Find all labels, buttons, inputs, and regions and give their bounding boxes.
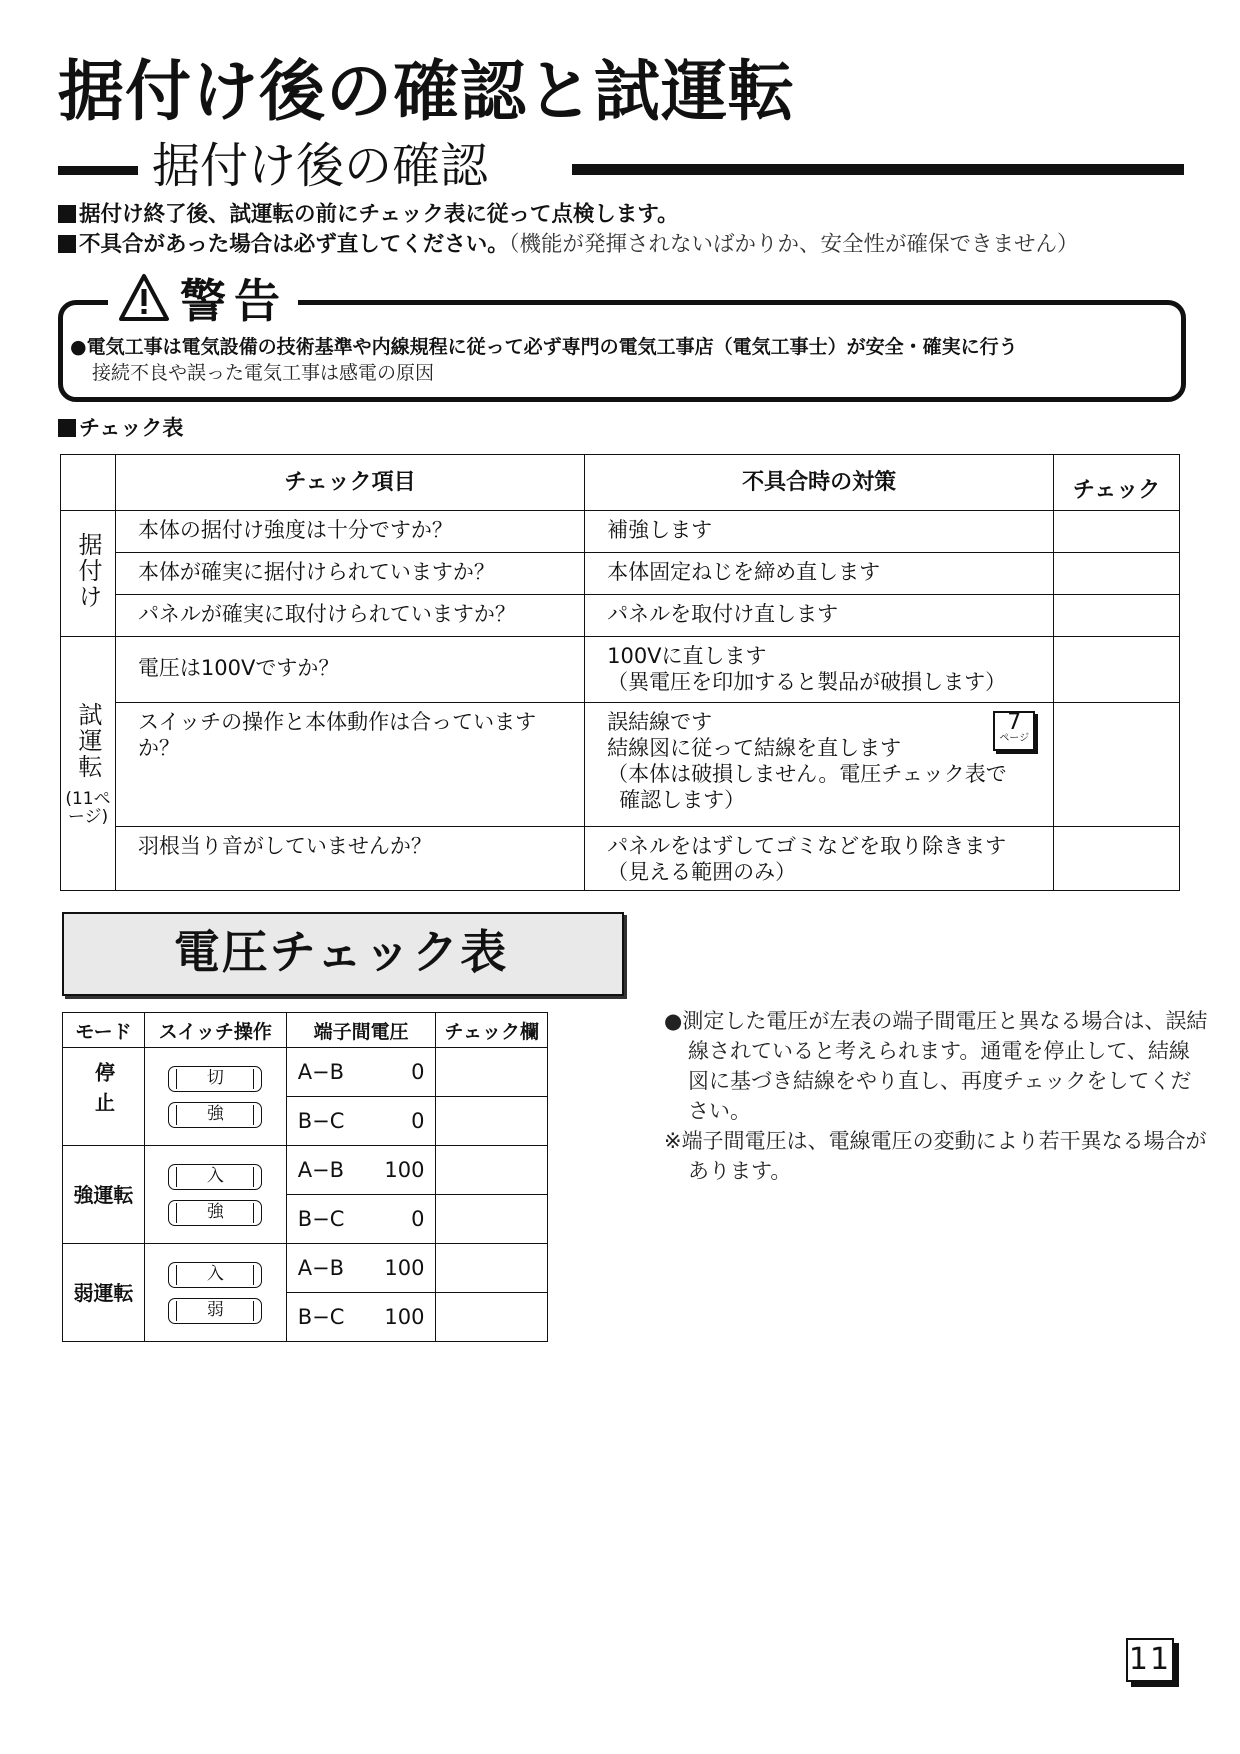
switch-cell — [144, 1048, 286, 1146]
check-cell[interactable] — [436, 1195, 548, 1244]
warning-text: ●電気工事は電気設備の技術基準や内線規程に従って必ず専門の電気工事店（電気工事士）が安全・確実に行う — [70, 336, 1018, 358]
table-row — [61, 827, 1180, 891]
measure: 本体固定ねじを締め直します — [585, 553, 1054, 595]
header-measure: 不具合時の対策 — [585, 455, 1054, 511]
check-item: スイッチの操作と本体動作は合っていますか？ — [115, 703, 584, 827]
check-item: 本体が確実に据付けられていますか？ — [115, 553, 584, 595]
check-cell[interactable] — [436, 1097, 548, 1146]
mode-label: 停止 — [91, 1061, 116, 1122]
table-row — [61, 637, 1180, 703]
intro-line-1 — [58, 200, 679, 230]
group-label: 試運転 — [73, 701, 102, 780]
measure-line: パネルをはずしてゴミなどを取り除きます — [607, 834, 1007, 858]
terminals: A−B — [297, 1256, 345, 1280]
switch-cell — [144, 1244, 286, 1342]
switch-button: 強 — [168, 1200, 262, 1226]
check-cell[interactable] — [436, 1048, 548, 1097]
measure — [585, 703, 1054, 827]
measure-line: 確認します） — [619, 788, 746, 812]
table-row — [61, 553, 1180, 595]
warning-subtext: 接続不良や誤った電気工事は感電の原因 — [92, 362, 435, 384]
switch-button: 強 — [168, 1102, 262, 1128]
table-row — [63, 1048, 548, 1097]
check-cell[interactable] — [436, 1293, 548, 1342]
warning-triangle-icon — [118, 273, 170, 323]
mode-stop — [63, 1048, 145, 1146]
check-cell[interactable] — [1054, 703, 1180, 827]
header-check-column: チェック欄 — [436, 1013, 548, 1048]
subtitle-dash — [58, 166, 138, 175]
measure-line: （本体は破損しません。電圧チェック表で — [607, 762, 1007, 786]
check-cell[interactable] — [436, 1244, 548, 1293]
check-cell[interactable] — [436, 1146, 548, 1195]
voltage-value: 100 — [384, 1305, 425, 1329]
header-switch: スイッチ操作 — [144, 1013, 286, 1048]
voltage-table — [62, 1012, 548, 1342]
check-cell[interactable] — [1054, 511, 1180, 553]
check-cell[interactable] — [1054, 595, 1180, 637]
page-ref-icon — [993, 711, 1035, 751]
voltage-value: 100 — [384, 1256, 425, 1280]
group-page-ref: (11ページ) — [65, 788, 111, 827]
switch-cell — [144, 1146, 286, 1244]
check-cell[interactable] — [1054, 637, 1180, 703]
group-test-run — [61, 637, 116, 891]
bullet-square-icon — [58, 235, 76, 253]
group-install — [61, 511, 116, 637]
check-item: 電圧は100Vですか？ — [115, 637, 584, 703]
intro-text-1: 据付け終了後、試運転の前にチェック表に従って点検します。 — [79, 202, 679, 227]
intro-line-2 — [58, 230, 1079, 260]
mode-weak: 弱運転 — [63, 1244, 145, 1342]
mode-strong: 強運転 — [63, 1146, 145, 1244]
measure-line: 100Vに直します — [607, 644, 767, 668]
subtitle-rule — [572, 164, 1184, 175]
table-row — [63, 1146, 548, 1195]
measure-line: 結線図に従って結線を直します — [607, 736, 902, 760]
bullet-square-icon — [58, 205, 76, 223]
switch-button: 入 — [168, 1164, 262, 1190]
voltage-cell — [286, 1244, 436, 1293]
voltage-value: 0 — [411, 1109, 425, 1133]
measure — [585, 637, 1054, 703]
measure-line: 誤結線です — [607, 710, 713, 734]
header-voltage: 端子間電圧 — [286, 1013, 436, 1048]
check-item: 本体の据付け強度は十分ですか？ — [115, 511, 584, 553]
voltage-table-title: 電圧チェック表 — [173, 925, 509, 979]
page-number: 11 — [1126, 1638, 1174, 1682]
header-check: チェック — [1054, 455, 1180, 511]
check-cell[interactable] — [1054, 827, 1180, 891]
check-item: 羽根当り音がしていませんか？ — [115, 827, 584, 891]
voltage-value: 100 — [384, 1158, 425, 1182]
warning-heading — [108, 268, 298, 328]
switch-button: 入 — [168, 1262, 262, 1288]
page-title: 据付け後の確認と試運転 — [58, 53, 795, 130]
bullet-square-icon — [58, 419, 76, 437]
voltage-cell — [286, 1195, 436, 1244]
warning-label: 警告 — [180, 274, 288, 328]
terminals: B−C — [297, 1305, 345, 1329]
table-row — [61, 595, 1180, 637]
voltage-note: ●測定した電圧が左表の端子間電圧と異なる場合は、誤結線されていると考えられます。通電を停止して、結線図に基づき結線をやり直し、再度チェックをしてください。 — [664, 1009, 1208, 1123]
voltage-table-header — [63, 1013, 548, 1048]
table-row — [63, 1244, 548, 1293]
terminals: B−C — [297, 1109, 345, 1133]
voltage-footnote: ※端子間電圧は、電線電圧の変動により若干異なる場合があります。 — [664, 1129, 1207, 1183]
voltage-value: 0 — [411, 1207, 425, 1231]
voltage-cell — [286, 1293, 436, 1342]
check-cell[interactable] — [1054, 553, 1180, 595]
voltage-cell — [286, 1097, 436, 1146]
check-caption-text: チェック表 — [79, 416, 184, 440]
measure — [585, 827, 1054, 891]
terminals: B−C — [297, 1207, 345, 1231]
check-table-caption — [58, 412, 183, 442]
check-table — [60, 454, 1180, 891]
page-ref-number: 7 — [1007, 710, 1022, 735]
measure-line: （見える範囲のみ） — [607, 860, 797, 884]
intro-text-2: 不具合があった場合は必ず直してください。 — [79, 232, 509, 257]
table-row — [61, 703, 1180, 827]
voltage-value: 0 — [411, 1060, 425, 1084]
voltage-cell — [286, 1146, 436, 1195]
measure-line: （異電圧を印加すると製品が破損します） — [607, 670, 1007, 694]
table-row — [61, 511, 1180, 553]
check-table-header — [61, 455, 1180, 511]
check-item: パネルが確実に取付けられていますか？ — [115, 595, 584, 637]
intro-text-2-note: （機能が発揮されないばかりか、安全性が確保できません） — [508, 232, 1079, 257]
measure: 補強します — [585, 511, 1054, 553]
header-blank — [61, 455, 116, 511]
terminals: A−B — [297, 1060, 345, 1084]
switch-button: 切 — [168, 1066, 262, 1092]
measure: パネルを取付け直します — [585, 595, 1054, 637]
page-ref-unit: ページ — [999, 733, 1030, 744]
header-mode: モード — [63, 1013, 145, 1048]
switch-button: 弱 — [168, 1298, 262, 1324]
voltage-cell — [286, 1048, 436, 1097]
terminals: A−B — [297, 1158, 345, 1182]
group-label: 据付け — [73, 531, 102, 610]
section-subtitle: 据付け後の確認 — [152, 138, 489, 194]
header-item: チェック項目 — [115, 455, 584, 511]
